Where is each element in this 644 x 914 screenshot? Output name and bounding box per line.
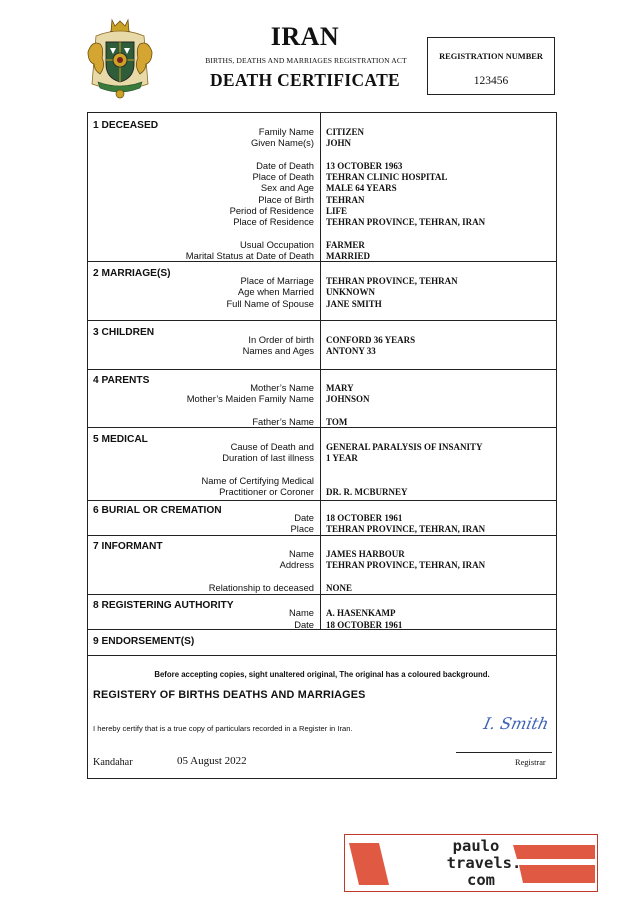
field-value: TEHRAN CLINIC HOSPITAL (326, 172, 448, 182)
registry-title: REGISTERY OF BIRTHS DEATHS AND MARRIAGES (93, 689, 366, 701)
field-label: Name (288, 548, 314, 559)
field-value: LIFE (326, 206, 348, 216)
field-value: TEHRAN (326, 195, 365, 205)
section-divider (88, 261, 556, 262)
section-title-authority: 8 REGISTERING AUTHORITY (93, 600, 234, 611)
field-value: 1 YEAR (326, 453, 358, 463)
issue-date: 05 August 2022 (177, 755, 247, 767)
registration-number-label: REGISTRATION NUMBER (439, 52, 543, 61)
certification-text: I hereby certify that is a true copy of particulars recorded in a Register in Iran. (93, 724, 353, 733)
field-value: DR. R. MCBURNEY (326, 487, 408, 497)
field-label: Family Name (258, 126, 314, 137)
field-value: MARRIED (326, 251, 370, 261)
field-value: CONFORD 36 YEARS (326, 335, 416, 345)
field-label: Sex and Age (260, 182, 314, 193)
field-value: ANTONY 33 (326, 346, 376, 356)
section-divider (88, 535, 556, 536)
field-value: A. HASENKAMP (326, 608, 396, 618)
registrar-signature: I. Smith (481, 714, 551, 733)
field-label: Marital Status at Date of Death (185, 250, 314, 261)
field-label: Names and Ages (242, 345, 314, 356)
section-title-parents: 4 PARENTS (93, 375, 150, 386)
coat-of-arms-icon (84, 18, 156, 100)
issue-place: Kandahar (93, 757, 133, 768)
signature-line (456, 752, 552, 753)
field-label: Age when Married (237, 286, 314, 297)
field-label: Given Name(s) (250, 137, 314, 148)
field-label: Relationship to deceased (208, 582, 314, 593)
section-title-endorsement: 9 ENDORSEMENT(S) (93, 636, 195, 647)
section-title-informant: 7 INFORMANT (93, 541, 163, 552)
field-label: Mother’s Name (250, 382, 314, 393)
logo-text-line3: com (467, 871, 495, 889)
field-label: Place (290, 523, 314, 534)
section-divider (88, 427, 556, 428)
act-subtitle: BIRTHS, DEATHS AND MARRIAGES REGISTRATION ACT (205, 56, 407, 65)
column-divider (320, 113, 321, 630)
field-value: JOHN (326, 138, 352, 148)
logo-text-line1: paulo (452, 837, 500, 855)
field-label: Address (279, 559, 314, 570)
field-label: Date (294, 619, 314, 630)
field-label: In Order of birth (248, 334, 314, 345)
field-value: 18 OCTOBER 1961 (326, 620, 403, 630)
registration-number-box (427, 37, 555, 95)
field-value: MARY (326, 383, 354, 393)
field-value: 13 OCTOBER 1963 (326, 161, 403, 171)
field-label: Date (294, 512, 314, 523)
field-label: Cause of Death and (230, 441, 314, 452)
field-value: TEHRAN PROVINCE, TEHRAN (326, 276, 458, 286)
field-value: JANE SMITH (326, 299, 382, 309)
field-value: JAMES HARBOUR (326, 549, 405, 559)
section-divider (88, 594, 556, 595)
section-title-medical: 5 MEDICAL (93, 434, 148, 445)
document-title: DEATH CERTIFICATE (209, 70, 401, 90)
field-value: JOHNSON (326, 394, 370, 404)
field-value: MALE 64 YEARS (326, 183, 397, 193)
paulo-travels-logo[interactable] (344, 834, 598, 892)
field-value: UNKNOWN (326, 287, 375, 297)
section-divider (88, 629, 556, 630)
section-divider (88, 320, 556, 321)
section-divider (88, 369, 556, 370)
notice-text: Before accepting copies, sight unaltered original, The original has a coloured background. (154, 670, 490, 679)
field-label: Place of Birth (258, 194, 314, 205)
section-divider (88, 500, 556, 501)
field-label: Practitioner or Coroner (219, 486, 314, 497)
section-divider (88, 655, 556, 656)
field-value: TEHRAN PROVINCE, TEHRAN, IRAN (326, 217, 486, 227)
field-value: FARMER (326, 240, 365, 250)
registration-number-value: 123456 (473, 75, 509, 87)
field-value: TOM (326, 417, 348, 427)
field-value: NONE (326, 583, 353, 593)
field-label: Date of Death (256, 160, 314, 171)
field-label: Place of Death (252, 171, 314, 182)
country-title: IRAN (270, 22, 340, 51)
field-label: Place of Residence (233, 216, 314, 227)
field-label: Duration of last illness (222, 452, 314, 463)
field-label: Name (288, 607, 314, 618)
field-label: Name of Certifying Medical (201, 475, 314, 486)
field-value: 18 OCTOBER 1961 (326, 513, 403, 523)
field-value: TEHRAN PROVINCE, TEHRAN, IRAN (326, 560, 486, 570)
registrar-label: Registrar (515, 758, 546, 767)
field-label: Usual Occupation (240, 239, 314, 250)
field-label: Period of Residence (229, 205, 314, 216)
section-title-children: 3 CHILDREN (93, 327, 155, 338)
field-value: CITIZEN (326, 127, 365, 137)
section-title-burial: 6 BURIAL OR CREMATION (93, 505, 222, 516)
section-title-deceased: 1 DECEASED (93, 120, 159, 131)
field-label: Place of Marriage (240, 275, 314, 286)
field-label: Father’s Name (252, 416, 314, 427)
field-label: Full Name of Spouse (226, 298, 314, 309)
field-value: TEHRAN PROVINCE, TEHRAN, IRAN (326, 524, 486, 534)
field-label: Mother’s Maiden Family Name (186, 393, 314, 404)
section-title-marriage: 2 MARRIAGE(S) (93, 268, 171, 279)
field-value: GENERAL PARALYSIS OF INSANITY (326, 442, 483, 452)
logo-text-line2: travels. (446, 854, 522, 872)
